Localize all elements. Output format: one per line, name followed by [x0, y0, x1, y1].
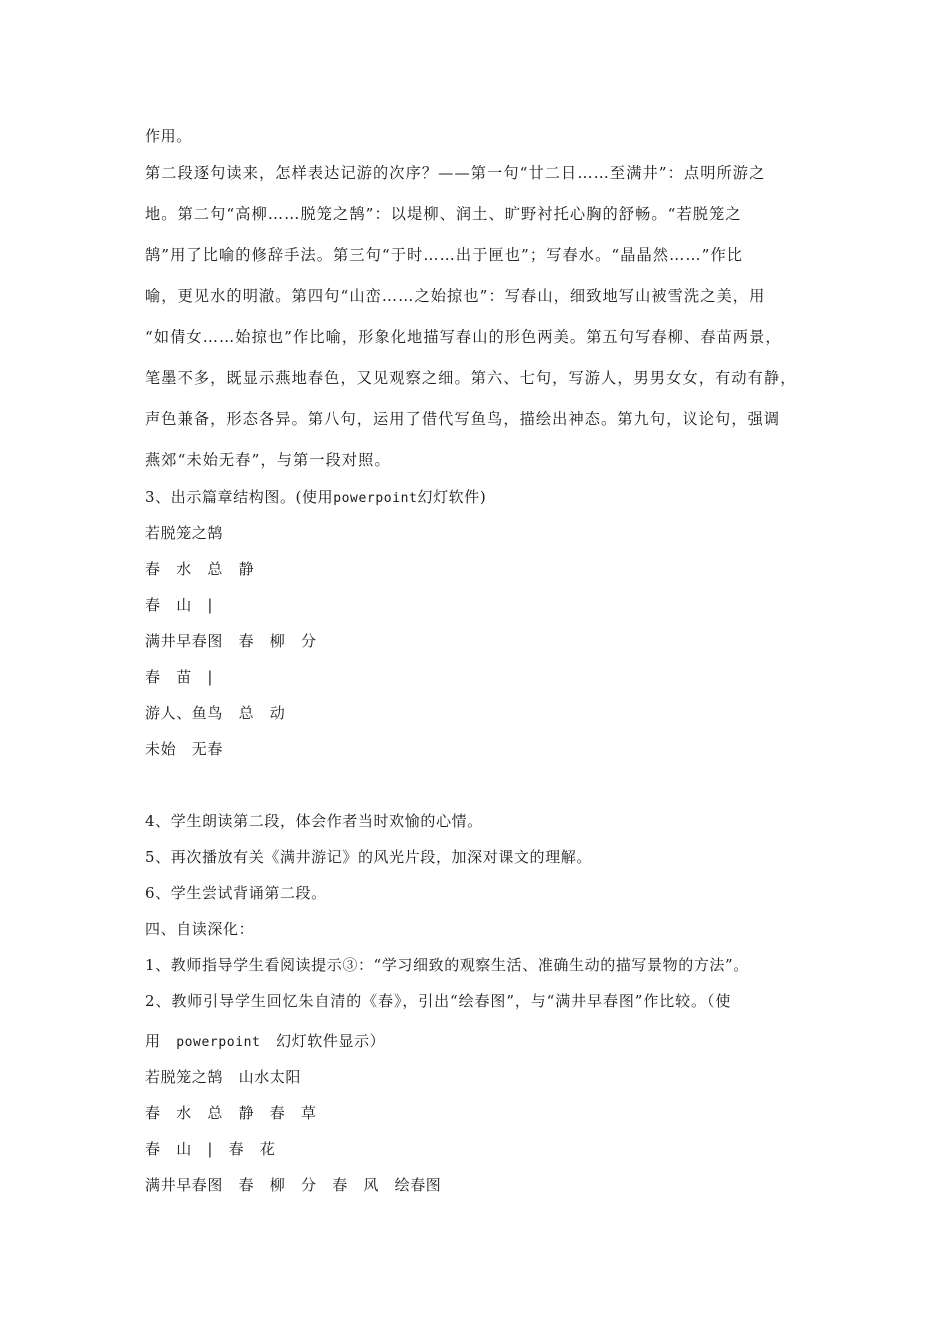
diagram-line: 游人、鱼鸟 总 动: [145, 704, 286, 722]
intro-line: 作用。: [145, 127, 192, 145]
diagram-line: 未始 无春: [145, 740, 224, 758]
step-3-line: [145, 487, 486, 509]
deepen-step-2-line-1: 2、教师引导学生回忆朱自清的《春》，引出“绘春图”，与“满井早春图”作比较。（使: [145, 992, 732, 1010]
paragraph-line: “如倩女……始掠也”作比喻，形象化地描写春山的形色两美。第五句写春柳、春苗两景，: [145, 328, 782, 346]
diagram-line: 若脱笼之鹄: [145, 524, 224, 542]
deepen-step-1: 1、教师指导学生看阅读提示③：“学习细致的观察生活、准确生动的描写景物的方法”。: [145, 956, 749, 974]
software-name: powerpoint: [176, 1035, 261, 1050]
section-heading: 四、自读深化：: [145, 920, 255, 938]
deepen-step-2-prefix: 用: [145, 1032, 177, 1050]
paragraph-line: 第二段逐句读来，怎样表达记游的次序？——第一句“廿二日……至满井”：点明所游之: [145, 164, 766, 182]
diagram-line: 若脱笼之鹄 山水太阳: [145, 1068, 302, 1086]
paragraph-line: 声色兼备，形态各异。第八句，运用了借代写鱼鸟，描绘出神态。第九句，议论句，强调: [145, 410, 781, 428]
step-4-line: 4、学生朗读第二段，体会作者当时欢愉的心情。: [145, 812, 483, 830]
diagram-line: 春 水 总 静 春 草: [145, 1104, 317, 1122]
software-name: powerpoint: [333, 491, 418, 506]
step-3-prefix: 3、出示篇章结构图。(使用: [145, 488, 334, 506]
diagram-line: 满井早春图 春 柳 分 春 风 绘春图: [145, 1176, 442, 1194]
diagram-line: 春 山 |: [145, 596, 214, 614]
paragraph-line: 鹄”用了比喻的修辞手法。第三句“于时……出于匣也”；写春水。“晶晶然……”作比: [145, 246, 744, 264]
step-3-suffix: 幻灯软件): [417, 488, 487, 506]
paragraph-line: 地。第二句“高柳……脱笼之鹄”：以堤柳、润土、旷野衬托心胸的舒畅。“若脱笼之: [145, 205, 742, 223]
step-5-line: 5、再次播放有关《满井游记》的风光片段，加深对课文的理解。: [145, 848, 592, 866]
deepen-step-2-suffix: 幻灯软件显示）: [260, 1032, 386, 1050]
paragraph-line: 喻，更见水的明澈。第四句“山峦……之始掠也”：写春山，细致地写山被雪洗之美，用: [145, 287, 766, 305]
step-6-line: 6、学生尝试背诵第二段。: [145, 884, 327, 902]
diagram-line: 满井早春图 春 柳 分: [145, 632, 317, 650]
diagram-line: 春 水 总 静: [145, 560, 255, 578]
paragraph-line: 笔墨不多，既显示燕地春色，又见观察之细。第六、七句，写游人，男男女女，有动有静，: [145, 369, 797, 387]
diagram-line: 春 苗 |: [145, 668, 214, 686]
deepen-step-2-line-2: [145, 1031, 385, 1053]
diagram-line: 春 山 | 春 花: [145, 1140, 276, 1158]
paragraph-line: 燕郊“未始无春”，与第一段对照。: [145, 451, 391, 469]
